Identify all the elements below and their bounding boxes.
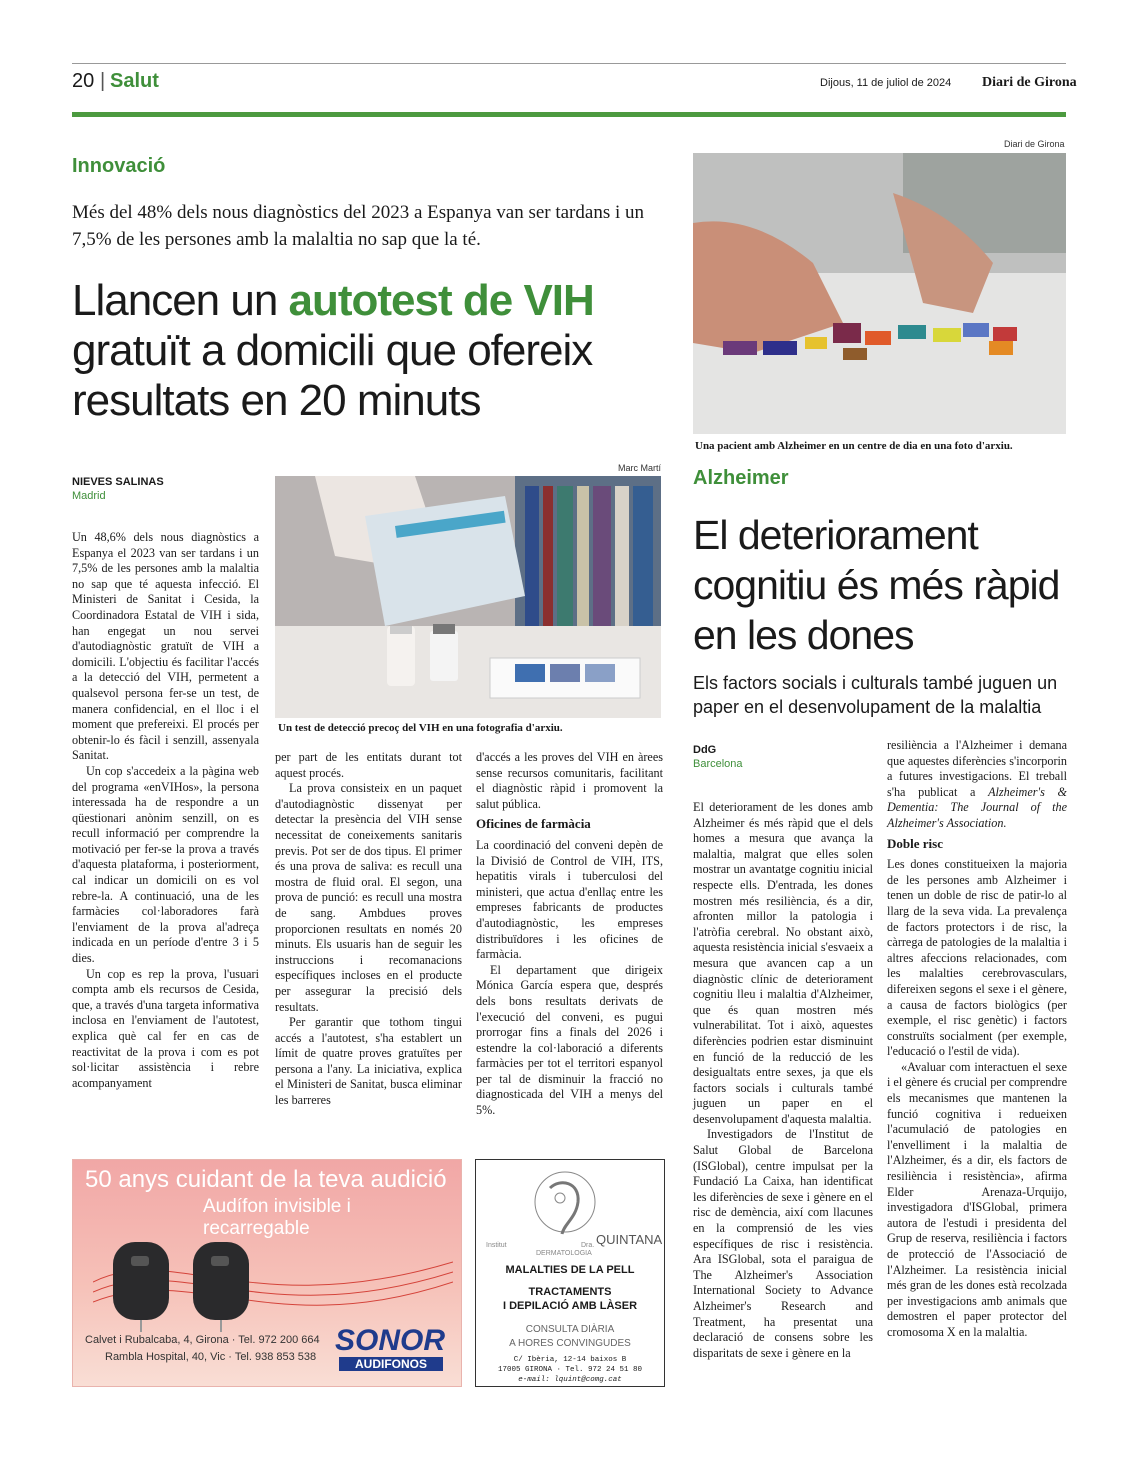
article1-c1-p2: Un cop s'accedeix a la pàgina web del programa «enVIHos», la persona interessada ha de respondre a un qüestionari anònim senzill, on es recull informació per comprendre la motivació per fer-se la prova a través d'aquesta plataforma, i posteriorment, cal indicar un domicili on es vol rebre-la. A continuació, una de les farmàcies col·laboradores farà l'enviament de la prova al'adreça indicada en un període d'entre 3 i 5 dies. (72, 763, 259, 966)
sonor-ad-headline: 50 anys cuidant de la teva audició (85, 1166, 447, 1193)
article2-subhead: Els factors socials i culturals també juguen un paper en el desenvolupament de la malaltia (693, 673, 1058, 717)
article2-subheading: Doble risc (887, 835, 943, 851)
derm-address-1: C/ Ibèria, 12-14 baixos B (513, 1356, 627, 1364)
article2-author: DdG (693, 744, 717, 756)
sonor-address-2: Rambla Hospital, 40, Vic · Tel. 938 853 538 (105, 1351, 317, 1363)
article1-c1-p1: Un 48,6% dels nous diagnòstics a Espanya el 2023 van ser tardans i un 7,5% de les persones amb la malaltia no sap que té aquesta infecció. El Ministeri de Sanitat i Cesida, la Coordinadora Estatal de VIH i sida, han engegat un nou servei d'autodiagnòstic gratuït de VIH a domicili. L'objectiu és facilitar l'accés a la detecció del VIH, permetent a qualsevol persona fer-se un test, de manera confidencial, en el lloc i el moment que prefereixi. El procés per obtenir-lo és fàcil i senzill, assenyala Sanitat. (72, 530, 259, 763)
article1-subheading: Oficines de farmàcia (476, 816, 591, 832)
article2-photo-credit: Diari de Girona (1004, 139, 1065, 149)
masthead: Diari de Girona (982, 75, 1077, 90)
article2-c1-p1: El deteriorament de les dones amb Alzheimer és més ràpid que el dels homes a mesura que avança la malaltia, malgrat que elles solen mostrar un avantatge cognitiu inicial respecte ells. D'entrada, les dones mostren més resiliència, és a dir, afronten millor la patologia i l'atròfia cerebral. No obstant això, aquesta resistència inicial s'esvaeix a mesura que avancen cap a un diagnòstic clínic de deteriorament cognitiu lleu i malaltia d'Alzheimer, que és quan mostren més vulnerabilitat. Tot i això, aquestes diferències podrien estar disminuint en funció de la reducció de les desigualtats entre sexes, ja que els factors socials i culturals també juguen un paper en el desenvolupament d'aquesta malaltia. (693, 800, 873, 1126)
clinic-logo-left: Institut (486, 1242, 507, 1249)
article1-column-3 (476, 750, 663, 1119)
derm-line-5: A HORES CONVINGUDES (509, 1338, 631, 1349)
article1-column-2 (275, 750, 462, 1109)
article2-headline: El deteriorament cognitiu és més ràpid en les dones (693, 512, 1060, 658)
sonor-ad-subline: Audífon invisible i recarregable (203, 1196, 351, 1239)
derm-line-1: MALALTIES DE LA PELL (505, 1264, 635, 1276)
sonor-advertisement[interactable] (72, 1159, 462, 1387)
section-name: Salut (110, 70, 159, 92)
clinic-logo-name: QUINTANA (596, 1232, 663, 1247)
hiv-test-photo (275, 476, 661, 718)
clinic-logo-icon (520, 1168, 610, 1238)
dermatology-advertisement[interactable] (475, 1159, 665, 1387)
article1-c1-p3: Un cop es rep la prova, l'usuari compta amb els recursos de Cesida, que, a través d'una targeta informativa inclosa en l'enviament de l'autotest, explica què cal fer en cas de reactivitat de la prova i com es pot sol·licitar assistència i rebre acompanyament (72, 966, 259, 1090)
alzheimer-photo (693, 153, 1066, 434)
clinic-logo-sub: DERMATOLOGIA (536, 1250, 592, 1257)
article1-author: NIEVES SALINAS (72, 476, 164, 488)
article2-column-2 (887, 738, 1067, 1341)
hearing-aid-image (93, 1222, 453, 1332)
article1-c2-p1: per part de les entitats durant tot aquest procés. (275, 750, 462, 780)
kicker-alzheimer: Alzheimer (693, 467, 789, 489)
derm-line-3: I DEPILACIÓ AMB LÀSER (502, 1300, 638, 1312)
article2-c2-p2: Les dones constitueixen la majoria de les persones amb Alzheimer i tenen un doble de risc de patir-lo al llarg de la seva vida. La prevalença de factors protectors i de risc, la càrrega de patologies de la malaltia i altres afeccions relacionades, com les malalties cerebrovasculars, difereixen segons el sexe i el gènere, a causa de factors biològics (per exemple, el risc genètic) i factors construïts socialment (per exemple, l'educació o l'estil de vida). (887, 857, 1067, 1059)
article1-c2-p3: Per garantir que tothom tingui accés a l'autotest, s'ha establert un límit de quatre proves gratuïtes per persona a l'any. La iniciativa, explica el Ministeri de Sanitat, busca eliminar les barreres (275, 1015, 462, 1108)
article1-c3-p2: La coordinació del conveni depèn de la Divisió de Control de VIH, ITS, hepatitis virals i tuberculosi del ministeri, que actua d'enllaç entre les empreses fabricants de productes d'autodiagnòstic, les empreses distribuïdores i les oficines de farmàcia. (476, 837, 663, 962)
header-divider: | (100, 70, 106, 92)
derm-line-4: CONSULTA DIÀRIA (525, 1324, 615, 1335)
derm-address-2: 17005 GIRONA · Tel. 972 24 51 80 (497, 1366, 643, 1374)
article2-c2-p3: «Avaluar com interactuen el sexe i el gènere és crucial per comprendre els mecanismes que mantenen la funció cognitiva i redueixen l'acumulació de patologies en l'envelliment i la malaltia de l'Alzheimer, és a dir, els factors de resiliència i resistència», afirma Elder Arenaza-Urquijo, investigadora d'ISGlobal, primera autora de l'estudi i presidenta del Grup de reserva, resiliència i factors de protecció de l'Associació de l'Alzheimer. La resistència inicial més gran de les dones està recolzada per investigacions amb animals que demostren el paper protector del cromosoma X en la malaltia. (887, 1059, 1068, 1339)
article1-column-1 (72, 530, 259, 1091)
section-bar (72, 112, 1066, 117)
clinic-logo-mid: Dra. (581, 1242, 595, 1249)
article1-location: Madrid (72, 490, 106, 502)
sonor-logo-sub: AUDIFONOS (339, 1357, 443, 1371)
article1-headline: Llancen un autotest de VIH gratuït a domicili que ofereix resultats en 20 minuts (72, 276, 594, 425)
article1-c2-p2: La prova consisteix en un paquet d'autodiagnòstic dissenyat per detectar la presència del VIH sense necessitat de coneixements sanitaris previs. Pot ser de dos tipus. El primer és una prova de saliva: es recull una mostra de fluid oral. El segon, una prova de punció: es recull una mostra de sang. Ambdues proves proporcionen resultats en només 20 minuts. Els usuaris han de seguir les instruccions i recomanacions específiques incloses en el producte per assegurar la precisió dels resultats. (275, 781, 462, 1014)
article2-c2-p1: resiliència a l'Alzheimer i demana que aquestes diferències s'incorporin a futures investigacions. El treball s'ha publicat a Alzheimer's & Dementia: The Journal of the Alzheimer's Association. (887, 738, 1067, 830)
article2-c1-p2: Investigadors de l'Institut de Salut Global de Barcelona (ISGlobal), centre impulsat per la Fundació La Caixa, han identificat les diferències de sexe i gènere en el risc de demència, així com llacunes en la comprensió de les vies específiques de risc i resistència. Ara ISGlobal, sota el paraigua de The Alzheimer's Association International Society to Advance Alzheimer's Research and Treatment, ha presentat una declaració de consens sobre les disparitats de sexe i gènere en la (693, 1127, 873, 1360)
header-rule (72, 63, 1066, 64)
article1-photo-caption: Un test de detecció precoç del VIH en una fotografia d'arxiu. (278, 722, 563, 734)
article1-photo-credit: Marc Martí (618, 463, 662, 473)
article2-column-1 (693, 800, 873, 1361)
sonor-logo: SONOR (335, 1324, 446, 1357)
article2-location: Barcelona (693, 758, 743, 770)
article1-c3-p3: El departament que dirigeix Mónica García espera que, després dels bons resultats derivats de l'execució del conveni, es pugui prorrogar fins a finals del 2026 i estendre la col·laboració a diferents farmàcies per tot el territori espanyol per tal de disminuir la fracció no diagnosticada del VIH a menys del 5%. (476, 962, 663, 1118)
kicker-innovacio: Innovació (72, 155, 166, 177)
derm-email: e-mail: lquint@comg.cat (518, 1376, 622, 1384)
sonor-address-1: Calvet i Rubalcaba, 4, Girona · Tel. 972 200 664 (85, 1334, 320, 1346)
article1-c3-p1: d'accés a les proves del VIH en àrees sense recursos comunitaris, facilitant el diagnòstic ràpid i promovent la salut pública. (476, 750, 663, 811)
article1-subhead: Més del 48% dels nous diagnòstics del 2023 a Espanya van ser tardans i un 7,5% de les persones amb la malaltia no sap que la té. (72, 202, 644, 250)
page-number: 20 (72, 70, 95, 92)
issue-date: Dijous, 11 de juliol de 2024 (820, 77, 952, 89)
derm-line-2: TRACTAMENTS (528, 1286, 612, 1298)
article2-photo-caption: Una pacient amb Alzheimer en un centre de dia en una foto d'arxiu. (695, 440, 1013, 452)
